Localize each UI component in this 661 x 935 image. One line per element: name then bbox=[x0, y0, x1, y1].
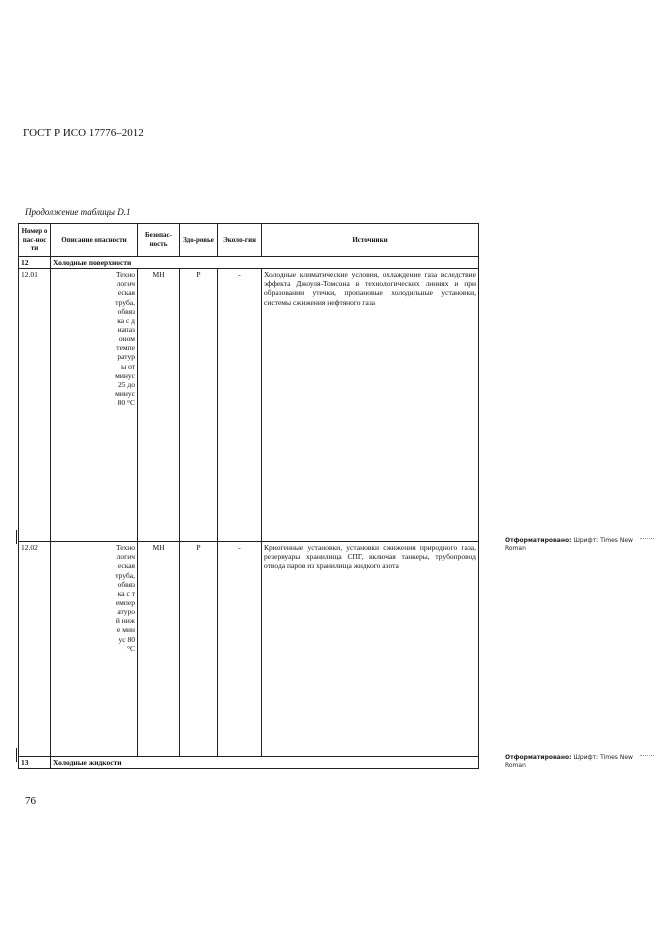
table-row bbox=[19, 542, 479, 757]
sources-cell: Криогенные установки, установки сжижения природного газа, резервуары хранилища СПГ, включая танкеры, трубопровод отвода паров из хранилища жидкого азота bbox=[262, 542, 479, 757]
comment-label: Отформатировано: bbox=[505, 537, 572, 544]
table-header-row bbox=[19, 224, 479, 257]
col-header-health: Здо-ровье bbox=[180, 224, 218, 257]
health-cell: Р bbox=[180, 269, 218, 542]
group-row-12 bbox=[19, 257, 479, 269]
table-caption: Продолжение таблицы D.1 bbox=[25, 207, 131, 217]
group-number: 12 bbox=[19, 257, 51, 269]
hazard-description bbox=[51, 542, 138, 757]
format-comment[interactable] bbox=[505, 537, 645, 553]
safety-cell: МН bbox=[138, 542, 180, 757]
safety-cell: МН bbox=[138, 269, 180, 542]
hazard-table bbox=[18, 223, 479, 769]
document-header: ГОСТ Р ИСО 17776–2012 bbox=[23, 127, 144, 139]
change-bar bbox=[16, 530, 17, 544]
comment-label: Отформатировано: bbox=[505, 754, 572, 761]
hazard-number: 12.02 bbox=[19, 542, 51, 757]
comment-text: Шрифт: Times New Roman bbox=[505, 537, 633, 553]
col-header-number: Номер опас-ности bbox=[19, 224, 51, 257]
health-cell: Р bbox=[180, 542, 218, 757]
hazard-description-text: Технологическая труба, обвязка с температурой ниже минус 80 °С bbox=[115, 543, 135, 653]
col-header-sources: Источники bbox=[262, 224, 479, 257]
change-bar bbox=[16, 748, 17, 762]
comment-text: Шрифт: Times New Roman bbox=[505, 754, 633, 770]
hazard-description-text: Технологическая труба, обвязка с диапазоном температуры от минус 25 до минус 80 °С bbox=[115, 270, 135, 408]
sources-cell: Холодные климатические условия, охлаждение газа вследствие эффекта Джоуля-Томсона в технологических линиях и при образовании утечки, пропановые холодильные установки, системы сжижения нефтяного газа bbox=[262, 269, 479, 542]
group-number: 13 bbox=[19, 757, 51, 769]
group-label: Холодные жидкости bbox=[51, 757, 479, 769]
hazard-number: 12.01 bbox=[19, 269, 51, 542]
col-header-description: Описание опасности bbox=[51, 224, 138, 257]
format-comment[interactable] bbox=[505, 754, 645, 770]
col-header-ecology: Эколо-гия bbox=[218, 224, 262, 257]
table-row bbox=[19, 269, 479, 542]
col-header-safety: Безопас-ность bbox=[138, 224, 180, 257]
hazard-description bbox=[51, 269, 138, 542]
ecology-cell: - bbox=[218, 269, 262, 542]
group-row-13 bbox=[19, 757, 479, 769]
group-label: Холодные поверхности bbox=[51, 257, 479, 269]
ecology-cell: - bbox=[218, 542, 262, 757]
page-number: 76 bbox=[25, 795, 36, 807]
